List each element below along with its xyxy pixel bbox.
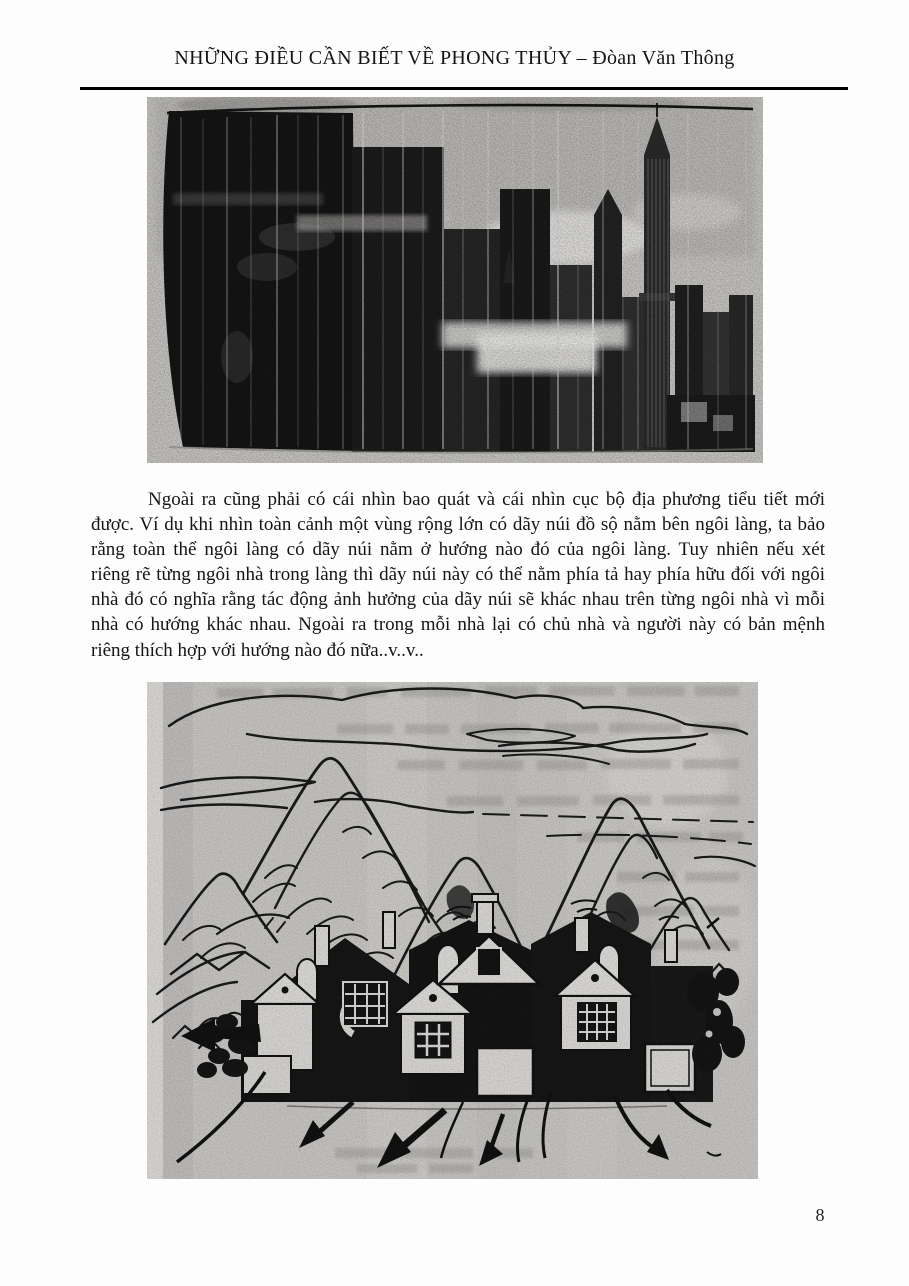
drawing-canvas	[147, 682, 758, 1179]
city-photo-canvas	[147, 97, 763, 463]
mountains-houses-drawing	[147, 682, 758, 1179]
halftone-grain	[147, 97, 763, 463]
paragraph-line: rằng toàn thể ngôi làng có dãy núi nằm ở hướng nào đó của ngôi làng. Tuy nhiên nếu xét	[91, 539, 825, 561]
paragraph-line: nhà đó có nghĩa rằng tác động ảnh hưởng của dãy núi sẽ khác nhau trên từng ngôi nhà vì mỗi	[91, 589, 825, 611]
header-rule	[80, 87, 848, 90]
paragraph-line: riêng rẽ từng ngôi nhà trong làng thì dãy núi này có thể nằm phía tả hay phía hữu đối với ngôi	[91, 564, 825, 586]
paragraph-block	[91, 487, 825, 663]
running-header-title: NHỮNG ĐIỀU CẦN BIẾT VỀ PHONG THỦY – Đòan Văn Thông	[174, 47, 735, 69]
paragraph-line: riêng thích hợp với hướng nào đó nữa..v..v..	[91, 639, 424, 661]
page-number: 8	[815, 1205, 825, 1225]
paragraph-line: Ngoài ra cũng phải có cái nhìn bao quát và cái nhìn cục bộ địa phương tiểu tiết mới	[148, 489, 825, 510]
city-skyline-photo	[147, 97, 763, 463]
paragraph-line: nhà có hướng khác nhau. Ngoài ra trong mỗi nhà lại có chủ nhà và người này có bản mệnh	[91, 614, 825, 636]
scan-grain	[147, 682, 758, 1179]
paragraph-line: được. Ví dụ khi nhìn toàn cảnh một vùng rộng lớn có dãy núi đồ sộ nằm bên ngôi làng, ta bảo	[91, 514, 825, 536]
